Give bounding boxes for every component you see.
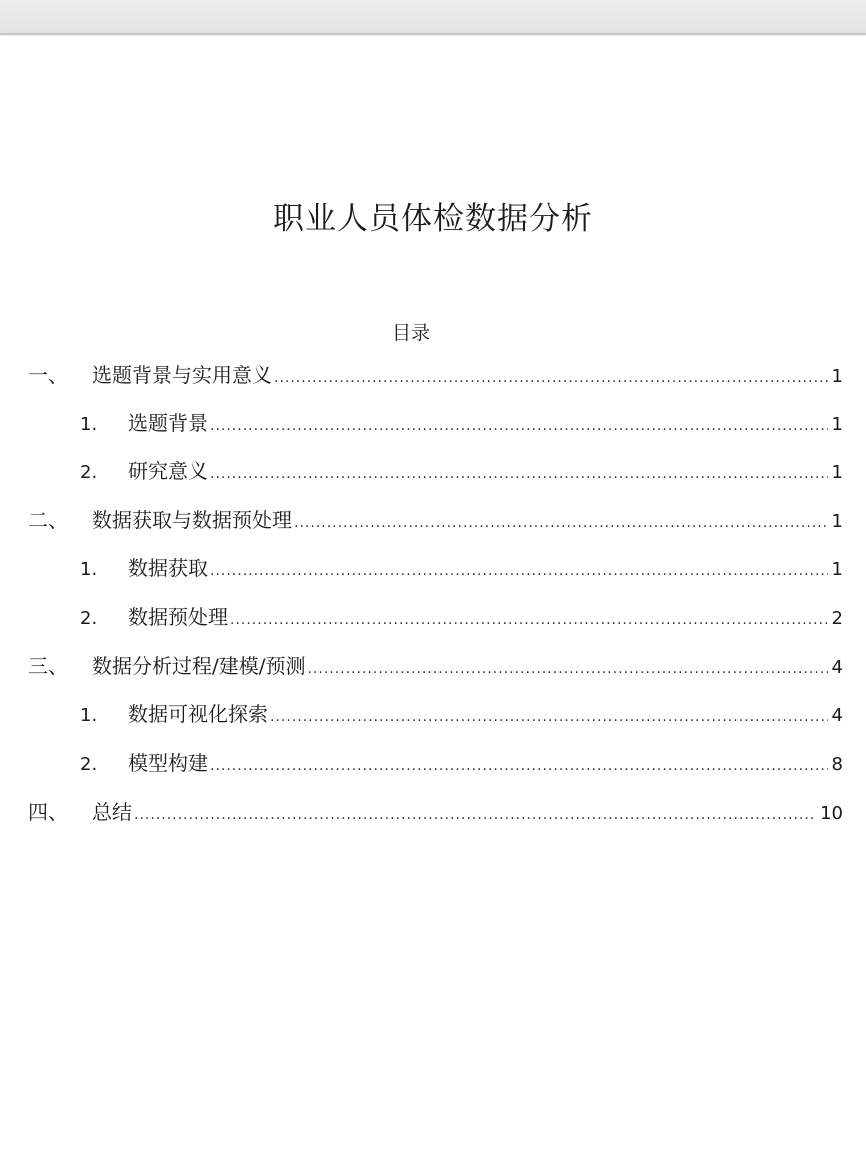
toc-entry-label: 选题背景与实用意义 — [92, 363, 272, 387]
toc-entry-section-1[interactable] — [28, 360, 843, 390]
toc-entry-label: 选题背景 — [128, 411, 208, 435]
toc-entry-number: 1. — [80, 559, 98, 580]
toc-entry-subsection-2-1[interactable] — [80, 553, 843, 583]
toc-dot-leader — [270, 702, 828, 732]
toc-dot-leader — [210, 459, 828, 489]
toc-dot-leader — [274, 363, 828, 393]
toc-entry-section-4[interactable] — [28, 797, 843, 827]
toc-entry-number: 1. — [80, 705, 98, 726]
toc-entry-subsection-2-2[interactable] — [80, 602, 843, 632]
toc-entry-page-number: 2 — [831, 608, 843, 629]
toc-entry-subsection-3-1[interactable] — [80, 699, 843, 729]
toc-entry-section-2[interactable] — [28, 505, 843, 535]
toc-entry-number: 1. — [80, 414, 98, 435]
toc-entry-number: 2. — [80, 462, 98, 483]
toc-entry-number: 四、 — [28, 800, 68, 824]
viewer-top-bar — [0, 0, 866, 35]
toc-dot-leader — [210, 751, 828, 781]
toc-dot-leader — [230, 605, 828, 635]
toc-entry-page-number: 1 — [831, 462, 843, 483]
toc-dot-leader — [210, 556, 828, 586]
toc-entry-page-number: 1 — [831, 559, 843, 580]
toc-entry-subsection-1-2[interactable] — [80, 456, 843, 486]
document-title: 职业人员体检数据分析 — [273, 201, 593, 237]
toc-entry-section-3[interactable] — [28, 651, 843, 681]
toc-entry-page-number: 8 — [831, 754, 843, 775]
toc-entry-page-number: 4 — [831, 657, 843, 678]
toc-entry-number: 2. — [80, 608, 98, 629]
toc-entry-number: 2. — [80, 754, 98, 775]
toc-entry-label: 数据分析过程/建模/预测 — [92, 654, 306, 678]
toc-entry-number: 二、 — [28, 508, 68, 532]
toc-entry-label: 数据获取 — [128, 556, 208, 580]
toc-entry-subsection-1-1[interactable] — [80, 408, 843, 438]
toc-entry-label: 数据预处理 — [128, 605, 228, 629]
toc-entry-number: 三、 — [28, 654, 68, 678]
toc-dot-leader — [210, 411, 828, 441]
toc-entry-page-number: 4 — [831, 705, 843, 726]
toc-entry-subsection-3-2[interactable] — [80, 748, 843, 778]
toc-entry-page-number: 1 — [831, 511, 843, 532]
toc-entry-page-number: 1 — [831, 414, 843, 435]
toc-entry-label: 数据可视化探索 — [128, 702, 268, 726]
toc-entry-number: 一、 — [28, 363, 68, 387]
toc-entry-page-number: 1 — [831, 366, 843, 387]
toc-entry-page-number: 10 — [820, 803, 843, 824]
toc-entry-label: 总结 — [92, 800, 132, 824]
toc-dot-leader — [294, 508, 828, 538]
toc-entry-label: 数据获取与数据预处理 — [92, 508, 292, 532]
toc-dot-leader — [134, 800, 816, 830]
toc-entry-label: 研究意义 — [128, 459, 208, 483]
toc-dot-leader — [307, 654, 827, 684]
toc-heading: 目录 — [391, 322, 430, 344]
toc-entry-label: 模型构建 — [128, 751, 208, 775]
